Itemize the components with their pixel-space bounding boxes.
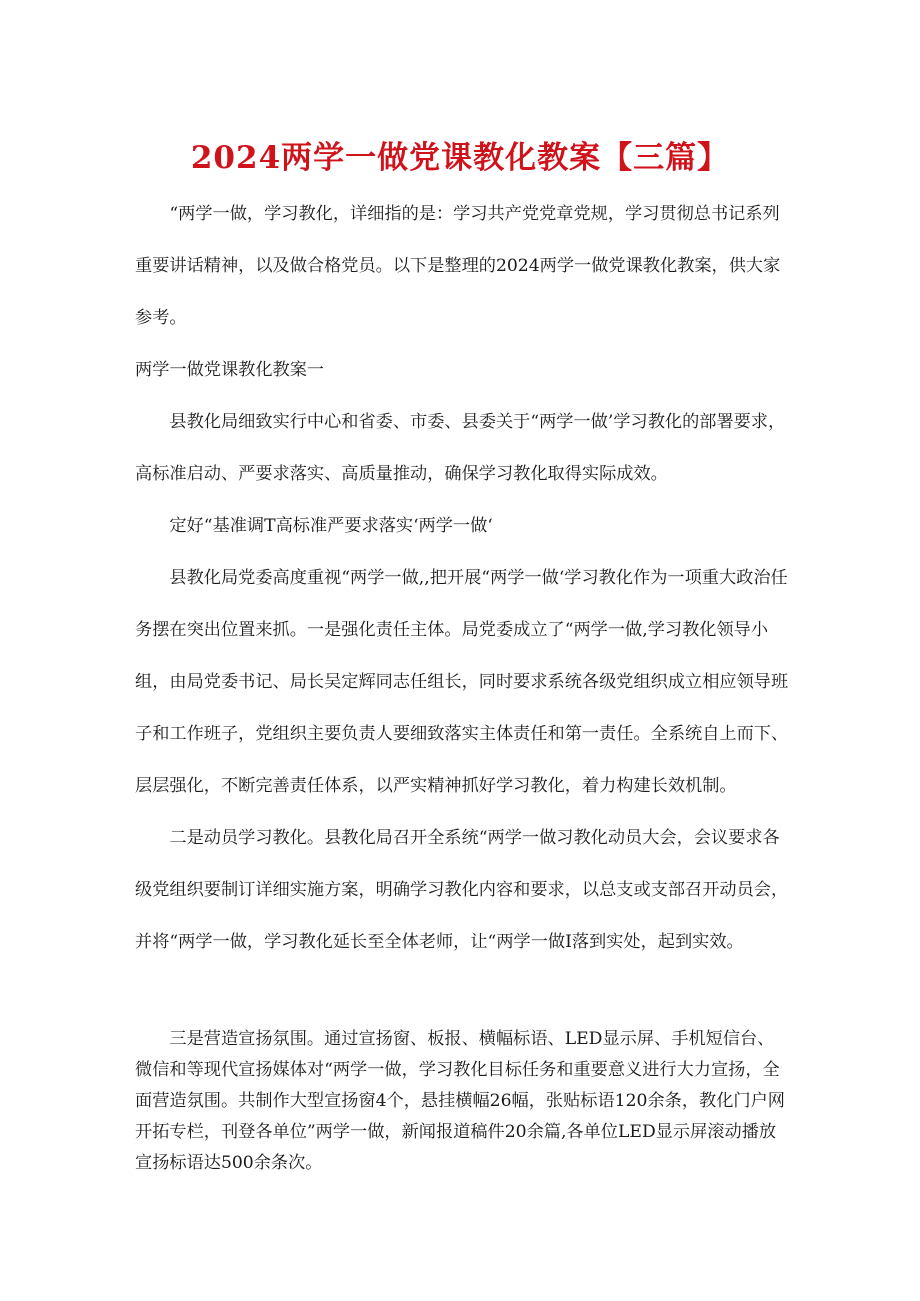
body-paragraph: 三是营造宣扬氛围。通过宣扬窗、板报、横幅标语、LED显示屏、手机短信台、微信和等现代宣扬媒体对“两学一做，学习教化目标任务和重要意义进行大力宣扬，全面营造氛围。共制作大型宣扬窗4个，悬挂横幅26幅，张贴标语120余条，教化门户网开拓专栏，刊登各单位”两学一做，新闻报道稿件20余篇,各单位LED显示屏滚动播放宣扬标语达500余条次。 — [135, 1029, 785, 1173]
document-body-tight — [135, 1024, 790, 1179]
document-body — [135, 188, 790, 968]
subsection-heading: 定好“基准调T高标准严要求落实‘两学一做‘ — [169, 516, 493, 536]
intro-paragraph: “两学一做，学习教化，详细指的是：学习共产党党章党规，学习贯彻总书记系列重要讲话精神，以及做合格党员。以下是整理的2024两学一做党课教化教案，供大家参考。 — [135, 204, 781, 328]
document-title: 2024两学一做党课教化教案【三篇】 — [190, 140, 730, 176]
body-paragraph: 二是动员学习教化。县教化局召开全系统“两学一做习教化动员大会，会议要求各级党组织要制订详细实施方案，明确学习教化内容和要求，以总支或支部召开动员会，并将“两学一做，学习教化延长至全体老师，让“两学一做I落到实处，起到实效。 — [135, 828, 789, 952]
body-paragraph: 县教化局党委高度重视“两学一做,,把开展“两学一做‘学习教化作为一项重大政治任务摆在突出位置来抓。一是强化责任主体。局党委成立了“两学一做,学习教化领导小组，由局党委书记、局长吴定辉同志任组长，同时要求系统各级党组织成立相应领导班子和工作班子，党组织主要负责人要细致落实主体责任和第一责任。全系统自上而下、层层强化，不断完善责任体系，以严实精神抓好学习教化，着力构建长效机制。 — [135, 568, 789, 796]
section-heading: 两学一做党课教化教案一 — [135, 360, 325, 380]
body-paragraph: 县教化局细致实行中心和省委、市委、县委关于“两学一做’学习教化的部署要求，高标准启动、严要求落实、高质量推动，确保学习教化取得实际成效。 — [135, 412, 786, 484]
